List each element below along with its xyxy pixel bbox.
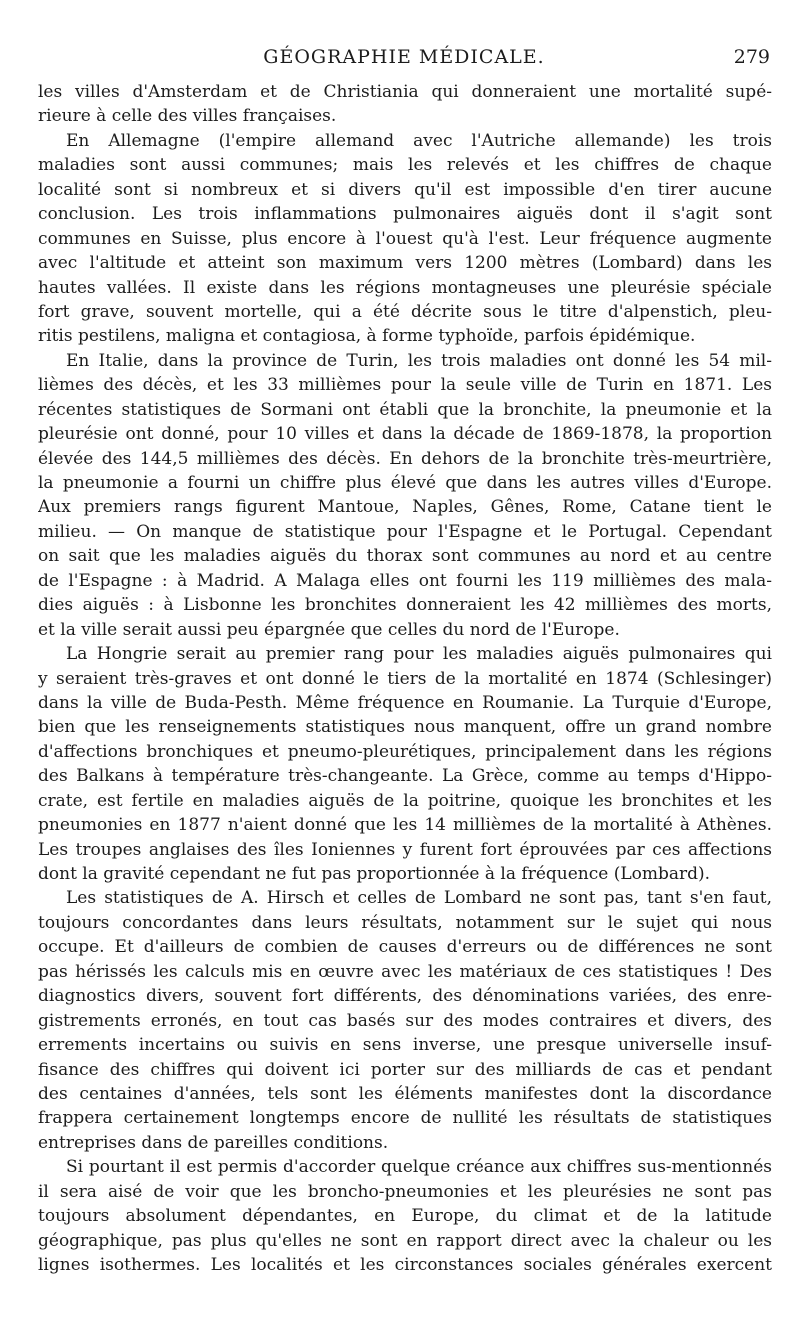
- text-line: dont la gravité cependant ne fut pas proportionnée à la fréquence (Lombard).: [38, 864, 711, 884]
- text-line: toujours concordantes dans leurs résultats, notamment sur le sujet qui nous: [38, 912, 772, 933]
- text-line: lignes isothermes. Les localités et les circonstances sociales générales exercent: [38, 1255, 772, 1275]
- running-title: GÉOGRAPHIE MÉDICALE.: [263, 46, 545, 68]
- text-line: pneumonies en 1877 n'aient donné que les 14 millièmes de la mortalité à Athènes.: [38, 815, 772, 836]
- text-line: de l'Espagne : à Madrid. A Malaga elles ont fourni les 119 millièmes des mala-: [38, 570, 772, 591]
- text-line: occupe. Et d'ailleurs de combien de causes d'erreurs ou de différences ne sont: [38, 937, 772, 958]
- text-line: milieu. — On manque de statistique pour l'Espagne et le Portugal. Cependant: [38, 521, 772, 542]
- text-line: lièmes des décès, et les 33 millièmes pour la seule ville de Turin en 1871. Les: [38, 375, 772, 396]
- text-line: des centaines d'années, tels sont les éléments manifestes dont la discordance: [38, 1083, 772, 1104]
- text-line: hautes vallées. Il existe dans les régions montagneuses une pleurésie spéciale: [38, 277, 772, 298]
- text-line: entreprises dans de pareilles conditions.: [38, 1132, 389, 1153]
- text-line: rieure à celle des villes françaises.: [38, 106, 337, 127]
- text-line: ritis pestilens, maligna et contagiosa, à forme typhoïde, parfois épidémique.: [38, 326, 696, 347]
- text-line: Les troupes anglaises des îles Ioniennes y furent fort éprouvées par ces affections: [38, 839, 772, 860]
- text-line: localité sont si nombreux et si divers qu'il est impossible d'en tirer aucune: [38, 179, 772, 200]
- text-line: pleurésie ont donné, pour 10 villes et dans la décade de 1869-1878, la proportion: [38, 424, 772, 445]
- text-line: la pneumonie a fourni un chiffre plus élevé que dans les autres villes d'Europe.: [38, 473, 772, 493]
- text-line: frappera certainement longtemps encore de nullité les résultats de statistiques: [38, 1108, 772, 1129]
- text-line: gistrements erronés, en tout cas basés sur des modes contraires et divers, des: [38, 1010, 772, 1031]
- text-line: En Allemagne (l'empire allemand avec l'Autriche allemande) les trois: [66, 130, 772, 151]
- text-line: on sait que les maladies aiguës du thorax sont communes au nord et au centre: [38, 546, 772, 567]
- text-line: pas hérissés les calculs mis en œuvre avec les matériaux de ces statistiques ! Des: [38, 961, 772, 982]
- text-line: dies aiguës : à Lisbonne les bronchites donneraient les 42 millièmes des morts,: [38, 595, 772, 616]
- text-line: fort grave, souvent mortelle, qui a été décrite sous le titre d'alpenstich, pleu-: [38, 301, 772, 322]
- page-number: 279: [733, 46, 770, 68]
- text-line: toujours absolument dépendantes, en Europe, du climat et de la latitude: [38, 1206, 772, 1227]
- text-line: élevée des 144,5 millièmes des décès. En dehors de la bronchite très-meurtrière,: [38, 448, 772, 469]
- text-line: Les statistiques de A. Hirsch et celles de Lombard ne sont pas, tant s'en faut,: [66, 888, 772, 909]
- body-text: [38, 80, 772, 1277]
- text-line: maladies sont aussi communes; mais les relevés et les chiffres de chaque: [38, 155, 772, 176]
- text-line: La Hongrie serait au premier rang pour les maladies aiguës pulmonaires qui: [66, 644, 772, 665]
- text-line: diagnostics divers, souvent fort différents, des dénominations variées, des enre-: [38, 986, 772, 1007]
- text-line: récentes statistiques de Sormani ont établi que la bronchite, la pneumonie et la: [38, 399, 772, 420]
- text-line: dans la ville de Buda-Pesth. Même fréquence en Roumanie. La Turquie d'Europe,: [38, 692, 772, 713]
- text-line: des Balkans à température très-changeante. La Grèce, comme au temps d'Hippo-: [38, 766, 772, 787]
- text-line: crate, est fertile en maladies aiguës de la poitrine, quoique les bronchites et les: [38, 790, 772, 811]
- text-line: y seraient très-graves et ont donné le tiers de la mortalité en 1874 (Schlesinger): [38, 668, 772, 689]
- text-line: conclusion. Les trois inflammations pulmonaires aiguës dont il s'agit sont: [38, 204, 772, 225]
- text-line: les villes d'Amsterdam et de Christiania qui donneraient une mortalité supé-: [38, 82, 772, 102]
- text-line: bien que les renseignements statistiques nous manquent, offre un grand nombre: [38, 717, 772, 738]
- text-line: Aux premiers rangs figurent Mantoue, Naples, Gênes, Rome, Catane tient le: [38, 497, 772, 518]
- text-line: et la ville serait aussi peu épargnée que celles du nord de l'Europe.: [38, 619, 620, 640]
- text-line: errements incertains ou suivis en sens inverse, une presque universelle insuf-: [38, 1035, 772, 1056]
- text-line: avec l'altitude et atteint son maximum vers 1200 mètres (Lombard) dans les: [38, 253, 772, 274]
- text-line: Si pourtant il est permis d'accorder quelque créance aux chiffres sus-mentionnés: [66, 1157, 772, 1178]
- text-line: En Italie, dans la province de Turin, les trois maladies ont donné les 54 mil-: [66, 350, 772, 371]
- text-line: géographique, pas plus qu'elles ne sont en rapport direct avec la chaleur ou les: [38, 1230, 772, 1251]
- text-line: d'affections bronchiques et pneumo-pleurétiques, principalement dans les régions: [38, 741, 772, 762]
- text-line: communes en Suisse, plus encore à l'ouest qu'à l'est. Leur fréquence augmente: [38, 228, 772, 249]
- text-line: il sera aisé de voir que les broncho-pneumonies et les pleurésies ne sont pas: [38, 1181, 772, 1202]
- page-header: [38, 44, 770, 72]
- text-line: fisance des chiffres qui doivent ici porter sur des milliards de cas et pendant: [38, 1059, 772, 1080]
